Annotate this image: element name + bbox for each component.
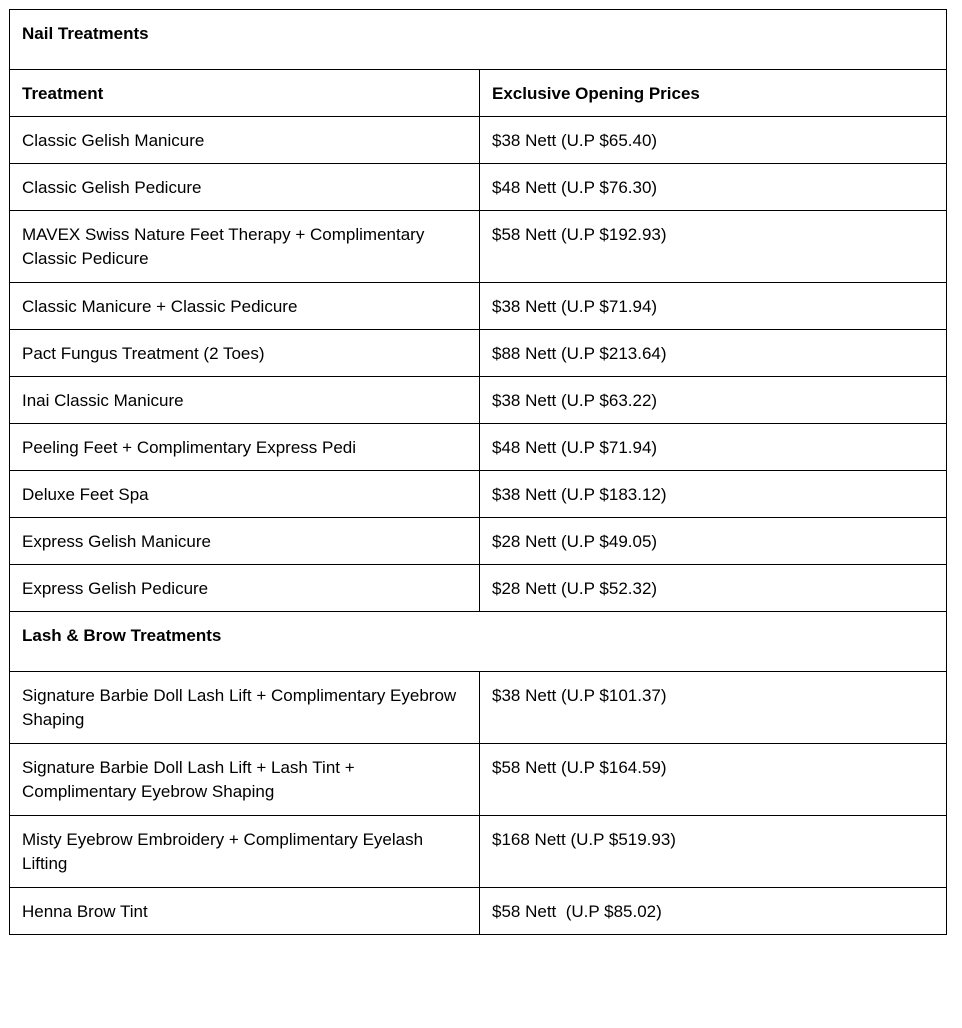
table-row xyxy=(10,330,947,377)
treatment-cell: Misty Eyebrow Embroidery + Complimentary Eyelash Lifting xyxy=(10,816,480,888)
treatment-cell: Classic Manicure + Classic Pedicure xyxy=(10,283,480,330)
table-row xyxy=(10,377,947,424)
treatment-cell: Inai Classic Manicure xyxy=(10,377,480,424)
treatment-cell: Signature Barbie Doll Lash Lift + Lash Tint + Complimentary Eyebrow Shaping xyxy=(10,744,480,816)
price-cell: $58 Nett (U.P $164.59) xyxy=(480,744,947,816)
column-header-row xyxy=(10,70,947,117)
price-cell: $38 Nett (U.P $71.94) xyxy=(480,283,947,330)
table-row xyxy=(10,888,947,935)
treatment-cell: Classic Gelish Pedicure xyxy=(10,164,480,211)
price-column-header: Exclusive Opening Prices xyxy=(480,70,947,117)
treatment-column-header: Treatment xyxy=(10,70,480,117)
price-cell: $168 Nett (U.P $519.93) xyxy=(480,816,947,888)
treatment-cell: MAVEX Swiss Nature Feet Therapy + Complimentary Classic Pedicure xyxy=(10,211,480,283)
price-cell: $38 Nett (U.P $101.37) xyxy=(480,672,947,744)
table-row xyxy=(10,211,947,283)
section-header-lash-brow xyxy=(10,612,947,672)
section-title: Lash & Brow Treatments xyxy=(10,612,947,672)
price-cell: $88 Nett (U.P $213.64) xyxy=(480,330,947,377)
table-row xyxy=(10,117,947,164)
treatment-cell: Pact Fungus Treatment (2 Toes) xyxy=(10,330,480,377)
price-cell: $38 Nett (U.P $65.40) xyxy=(480,117,947,164)
table-row xyxy=(10,424,947,471)
treatment-cell: Signature Barbie Doll Lash Lift + Complimentary Eyebrow Shaping xyxy=(10,672,480,744)
price-cell: $28 Nett (U.P $49.05) xyxy=(480,518,947,565)
table-row xyxy=(10,283,947,330)
treatment-cell: Classic Gelish Manicure xyxy=(10,117,480,164)
treatment-cell: Express Gelish Manicure xyxy=(10,518,480,565)
table-row xyxy=(10,518,947,565)
treatment-cell: Henna Brow Tint xyxy=(10,888,480,935)
price-cell: $48 Nett (U.P $71.94) xyxy=(480,424,947,471)
table-row xyxy=(10,471,947,518)
table-row xyxy=(10,164,947,211)
table-row xyxy=(10,672,947,744)
price-cell: $28 Nett (U.P $52.32) xyxy=(480,565,947,612)
treatment-cell: Peeling Feet + Complimentary Express Pedi xyxy=(10,424,480,471)
treatment-cell: Deluxe Feet Spa xyxy=(10,471,480,518)
price-cell: $48 Nett (U.P $76.30) xyxy=(480,164,947,211)
section-header-nail xyxy=(10,10,947,70)
price-cell: $38 Nett (U.P $63.22) xyxy=(480,377,947,424)
price-table xyxy=(9,9,947,935)
table-row xyxy=(10,816,947,888)
price-cell: $58 Nett (U.P $85.02) xyxy=(480,888,947,935)
price-cell: $38 Nett (U.P $183.12) xyxy=(480,471,947,518)
table-row xyxy=(10,565,947,612)
price-cell: $58 Nett (U.P $192.93) xyxy=(480,211,947,283)
table-row xyxy=(10,744,947,816)
treatment-cell: Express Gelish Pedicure xyxy=(10,565,480,612)
section-title: Nail Treatments xyxy=(10,10,947,70)
